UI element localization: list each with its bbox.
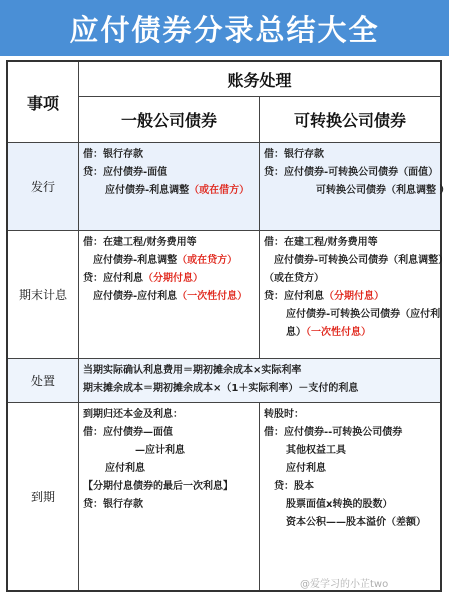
entry-line: 借：应付债券—面值	[83, 427, 173, 438]
interest-convertible-cell	[259, 230, 449, 358]
entry-line: 贷：应付债券-可转换公司债券（面值）	[264, 167, 439, 178]
header-general: 一般公司债券	[120, 111, 217, 130]
summary-table	[6, 60, 449, 592]
entry-line: 息）（一次性付息）	[286, 327, 371, 338]
header-convertible: 可转换公司债券	[293, 111, 406, 130]
entry-line: 贷：应付利息（分期付息）	[83, 273, 203, 284]
formula-line: 期末摊余成本＝期初摊余成本×（1＋实际利率）－支付的利息	[83, 383, 359, 394]
entry-line: 贷：银行存款	[83, 499, 143, 510]
entry-line: 应付债券-应付利息（一次性付息）	[93, 291, 248, 302]
entry-line: 借：应付债券--可转换公司债券	[264, 427, 403, 438]
title-banner	[0, 0, 449, 56]
maturity-general-cell	[78, 402, 259, 590]
entry-line: 资本公积——股本溢价（差额）	[286, 517, 426, 528]
note-red: （或在贷方）	[264, 273, 324, 284]
entry-line: 贷：应付债券-面值	[83, 167, 168, 178]
entry-line: 转股时：	[264, 409, 304, 420]
entry-line: —应计利息	[135, 445, 185, 456]
entry-line: 贷：股本	[274, 481, 314, 492]
entry-line: 借：在建工程/财务费用等	[264, 237, 378, 248]
issue-label: 发行	[30, 180, 55, 194]
page-title: 应付债券分录总结大全	[69, 12, 380, 47]
entry-line: 其他权益工具	[286, 445, 346, 456]
entry-line: 借：在建工程/财务费用等	[83, 237, 197, 248]
entry-line: 应付债券-利息调整（或在贷方）	[93, 255, 238, 266]
entry-line: 【分期付息债券的最后一次利息】	[83, 481, 233, 492]
header-accounting-cell	[78, 62, 440, 96]
maturity-convertible-cell	[259, 402, 440, 590]
entry-line: 可转换公司债券（利息调整 ）	[316, 185, 449, 196]
formula-line: 当期实际确认利息费用＝期初摊余成本×实际利率	[83, 365, 302, 376]
entry-line: 到期归还本金及利息：	[83, 409, 183, 420]
header-item-cell	[8, 62, 78, 142]
issue-convertible-cell	[259, 142, 449, 230]
header-accounting: 账务处理	[227, 70, 292, 90]
note-red: （分期付息）	[143, 273, 203, 284]
note-red: （分期付息）	[324, 291, 384, 302]
entry-line: 借：银行存款	[264, 149, 324, 160]
disposal-cell	[78, 358, 440, 402]
note-red: （或在贷方）	[177, 255, 238, 266]
row-label-interest	[8, 230, 78, 358]
entry-line: 应付债券-可转换公司债券（利息调整）	[274, 255, 449, 266]
note-red: （一次性付息）	[306, 327, 371, 338]
disposal-label: 处置	[30, 374, 55, 388]
header-general-cell	[78, 96, 259, 142]
issue-general-cell	[78, 142, 259, 230]
maturity-label: 到期	[30, 490, 55, 504]
entry-line: 应付债券-可转换公司债券（应付利	[286, 309, 441, 320]
row-label-issue	[8, 142, 78, 230]
header-convertible-cell	[259, 96, 440, 142]
watermark: @爱学习的小芷two	[300, 579, 389, 590]
entry-line: 应付利息	[286, 463, 326, 474]
entry-line: 股票面值x转换的股数）	[286, 499, 393, 510]
row-label-maturity	[8, 402, 78, 590]
note-red: （一次性付息）	[177, 291, 248, 302]
interest-label: 期末计息	[18, 288, 67, 302]
header-item: 事项	[26, 93, 59, 113]
row-label-disposal	[8, 358, 78, 402]
note-red: （或在借方）	[189, 185, 250, 196]
entry-line: 应付债券-利息调整（或在借方）	[105, 185, 250, 196]
entry-line: 应付利息	[105, 463, 145, 474]
entry-line: 贷：应付利息（分期付息）	[264, 291, 384, 302]
interest-general-cell	[78, 230, 259, 358]
entry-line: 借：银行存款	[83, 149, 143, 160]
